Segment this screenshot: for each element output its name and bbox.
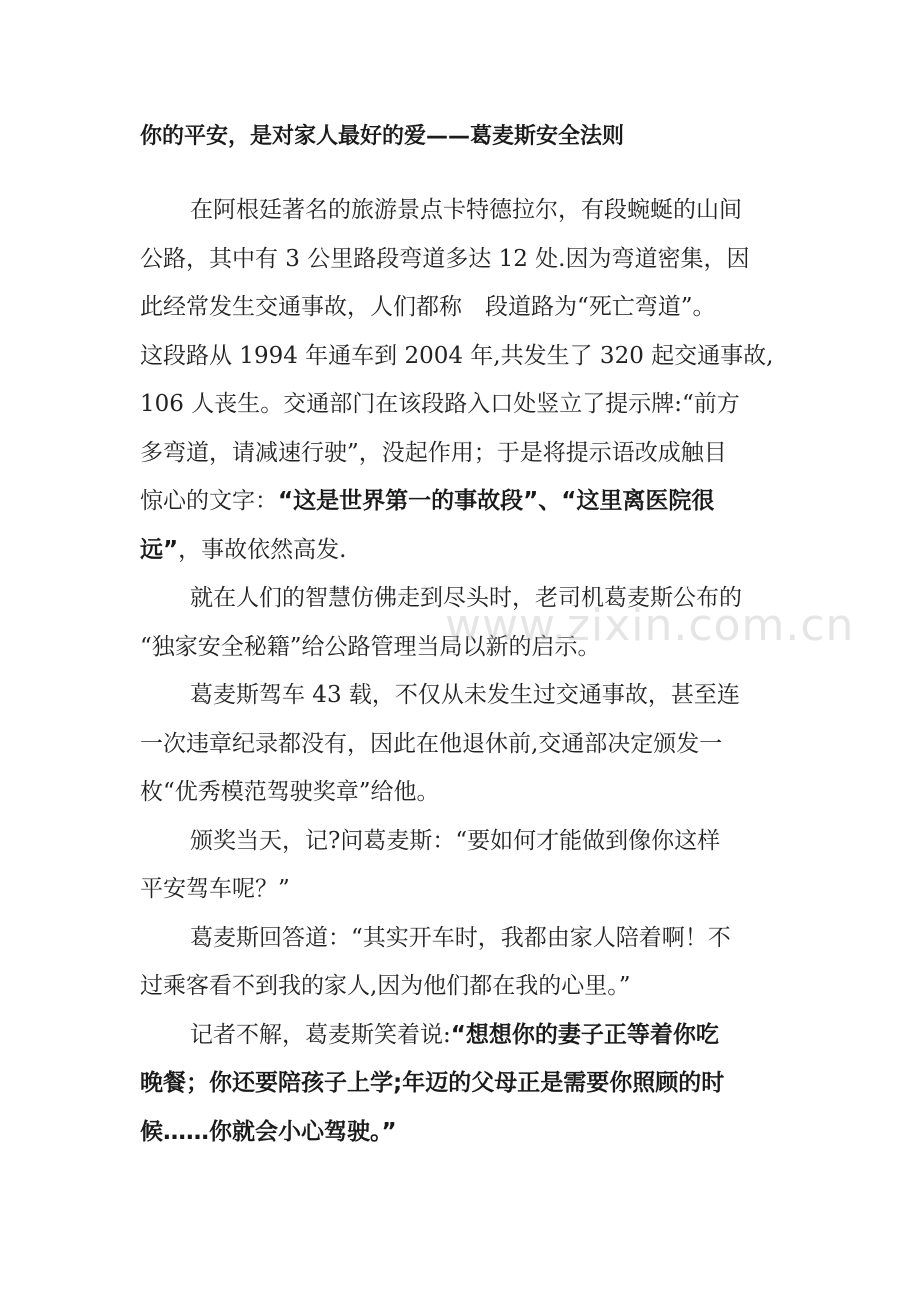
article-body bbox=[140, 186, 785, 1156]
paragraph-line: 一次违章纪录都没有，因此在他退休前,交通部决定颁发一 bbox=[140, 730, 723, 757]
paragraph-line-bold: 候……你就会小心驾驶。” bbox=[140, 1118, 397, 1145]
paragraph-line bbox=[140, 526, 785, 575]
document-title: 你的平安，是对家人最好的爱——葛麦斯安全法则 bbox=[140, 124, 625, 149]
paragraph-text: 记者不解，葛麦斯笑着说: bbox=[190, 1021, 451, 1048]
paragraph-line: 葛麦斯驾车 43 载，不仅从未发生过交通事故，甚至连 bbox=[190, 682, 740, 708]
bold-quote: “想想你的妻子正等着你吃 bbox=[450, 1021, 719, 1048]
bold-quote: 远” bbox=[140, 536, 179, 563]
paragraph-line: 106 人丧生。交通部门在该段路入口处竖立了提示牌:“前方 bbox=[140, 391, 740, 417]
bold-quote: “这是世界第一的事故段”、“这里离医院很 bbox=[278, 488, 715, 514]
paragraph-text: 惊心的文字： bbox=[140, 488, 278, 514]
paragraph-line: 这段路从 1994 年通车到 2004 年,共发生了 320 起交通事故, bbox=[140, 342, 774, 369]
paragraph-line: 在阿根廷著名的旅游景点卡特德拉尔，有段蜿蜒的山间 bbox=[190, 197, 742, 223]
paragraph-line bbox=[140, 477, 785, 526]
paragraph-line: 过乘客看不到我的家人,因为他们都在我的心里。” bbox=[140, 973, 631, 999]
watermark: www.zixin.com.cn bbox=[445, 600, 855, 651]
paragraph-line-bold: 晚餐；你还要陪孩子上学;年迈的父母正是需要你照顾的时 bbox=[140, 1070, 725, 1096]
paragraph-line: “独家安全秘籍”给公路管理当局以新的启示。 bbox=[140, 633, 601, 660]
paragraph-line: 就在人们的智慧仿佛走到尽头时，老司机葛麦斯公布的 bbox=[190, 585, 742, 611]
paragraph-line: 公路，其中有 3 公里路段弯道多达 12 处.因为弯道密集，因 bbox=[140, 245, 750, 272]
paragraph-line: 颁奖当天，记?问葛麦斯：“要如何才能做到像你这样 bbox=[190, 827, 721, 854]
paragraph-line: 枚“优秀模范驾驶奖章”给他。 bbox=[140, 779, 440, 805]
paragraph-text: ，事故依然高发. bbox=[178, 536, 347, 563]
paragraph-line: 平安驾车呢？” bbox=[140, 876, 290, 902]
paragraph-line: 多弯道，请减速行驶”，没起作用；于是将提示语改成触目 bbox=[140, 439, 727, 466]
paragraph-line bbox=[140, 1011, 785, 1060]
paragraph-line: 葛麦斯回答道：“其实开车时，我都由家人陪着啊！不 bbox=[190, 924, 731, 951]
paragraph-line: 此经常发生交通事故，人们都称 段道路为“死亡弯道”。 bbox=[140, 294, 716, 320]
